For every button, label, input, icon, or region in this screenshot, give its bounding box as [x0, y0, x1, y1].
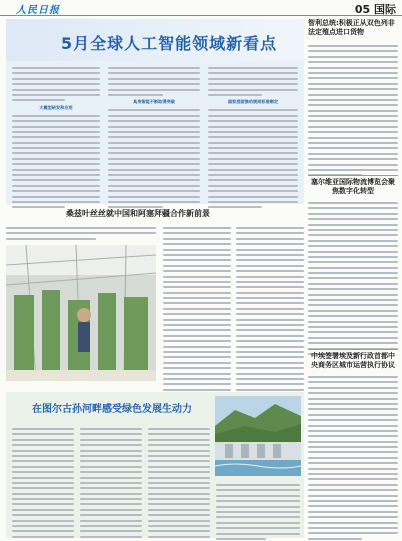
right-low-headline: 中埃签署埃及新行政首都中央商务区城市运营执行协议	[311, 352, 395, 369]
right-mid-headline: 塞尔维亚国际物流博览会聚焦数字化转型	[311, 178, 395, 195]
masthead	[0, 0, 402, 16]
right-story-top	[308, 19, 398, 174]
right-story-middle	[308, 178, 398, 348]
greenhouse-photo	[6, 245, 156, 381]
feature-subhead-a: 大模型研发和应用	[39, 104, 73, 110]
feature-column-3	[208, 67, 298, 212]
middle-story	[6, 207, 304, 391]
feature-article	[6, 19, 304, 204]
bottom-story-column-1	[12, 428, 74, 541]
hydropower-photo-svg	[215, 396, 301, 476]
feature-header	[6, 19, 304, 61]
feature-subhead-c: 国家层面推动规则标准制定	[227, 99, 279, 105]
bottom-story-column-4	[216, 484, 300, 541]
right-story-lower	[308, 352, 398, 532]
right-top-headline: 智利总统:积极正从双色列非法定殖点进口货物	[308, 19, 395, 36]
divider	[308, 175, 398, 176]
feature-title: 5月全球人工智能领域新看点	[61, 34, 278, 53]
middle-story-column-3	[236, 227, 304, 400]
feature-subhead-b: 具身智能不断取得突破	[133, 99, 175, 105]
hydropower-photo	[215, 396, 301, 476]
bottom-story-headline: 在图尔古孙河畔感受绿色发展生动力	[32, 404, 192, 415]
feature-column-1	[12, 67, 100, 212]
middle-story-lede	[6, 227, 156, 243]
middle-story-headline: 桑兹叶丝丝就中国和阿塞拜疆合作新前景	[66, 209, 210, 218]
newspaper-logo: 人民日报	[16, 5, 60, 16]
divider	[308, 349, 398, 350]
feature-column-2	[108, 67, 200, 212]
middle-story-column-2	[163, 227, 231, 400]
section-label: 05 国际	[354, 3, 396, 16]
bottom-story-column-3	[148, 428, 210, 541]
greenhouse-photo-svg	[6, 245, 156, 381]
bottom-story-column-2	[80, 428, 142, 541]
